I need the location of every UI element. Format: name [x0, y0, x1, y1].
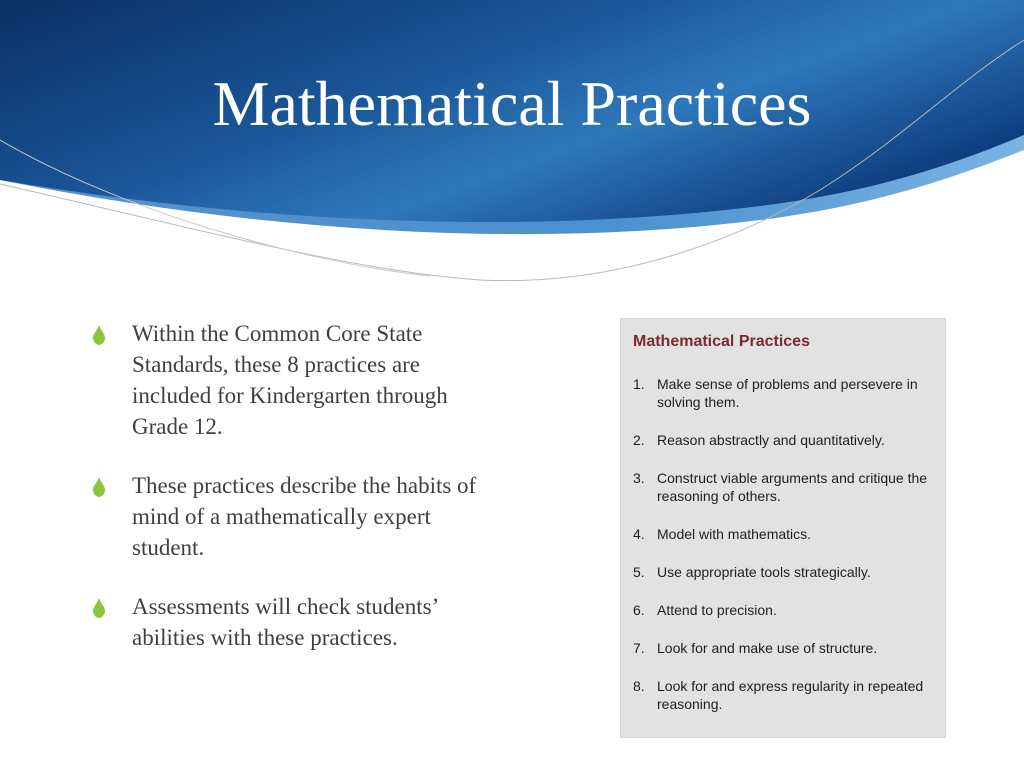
practice-text: Look for and express regularity in repeated reasoning.	[657, 678, 924, 712]
practice-text: Make sense of problems and persevere in solving them.	[657, 376, 918, 410]
leaf-bullet-icon	[92, 477, 106, 497]
practice-item	[633, 431, 937, 449]
leaf-bullet-icon	[92, 325, 106, 345]
bullet-item	[92, 318, 502, 442]
practice-item	[633, 469, 937, 505]
practice-number: 6.	[633, 602, 645, 618]
bullet-text: Assessments will check students’ abilities with these practices.	[132, 594, 438, 650]
practice-number: 1.	[633, 376, 645, 392]
practice-item	[633, 563, 937, 581]
practice-number: 4.	[633, 526, 645, 542]
slide-title: Mathematical Practices	[212, 68, 812, 139]
practice-text: Construct viable arguments and critique the reasoning of others.	[657, 470, 928, 504]
bullet-item	[92, 470, 502, 563]
practice-item	[633, 601, 937, 619]
practice-item	[633, 525, 937, 543]
practice-text: Attend to precision.	[657, 602, 777, 618]
practice-number: 2.	[633, 432, 645, 448]
practice-list	[633, 375, 937, 733]
bullet-text: These practices describe the habits of mind of a mathematically expert student.	[132, 473, 477, 560]
bullet-text: Within the Common Core State Standards, these 8 practices are included for Kindergarten through Grade 12.	[132, 321, 448, 439]
practice-item	[633, 639, 937, 657]
leaf-bullet-icon	[92, 598, 106, 618]
practice-text: Model with mathematics.	[657, 526, 812, 542]
practice-item	[633, 375, 937, 411]
practice-item	[633, 677, 937, 713]
practice-text: Use appropriate tools strategically.	[657, 564, 871, 580]
header-banner	[0, 0, 1024, 300]
practice-number: 3.	[633, 470, 645, 486]
bullet-list	[92, 318, 502, 681]
figure-title: Mathematical Practices	[633, 333, 810, 350]
bullet-item	[92, 591, 502, 653]
practices-figure	[620, 318, 946, 738]
practice-number: 7.	[633, 640, 645, 656]
practice-text: Look for and make use of structure.	[657, 640, 878, 656]
practice-text: Reason abstractly and quantitatively.	[657, 432, 885, 448]
practice-number: 8.	[633, 678, 645, 694]
practice-number: 5.	[633, 564, 645, 580]
